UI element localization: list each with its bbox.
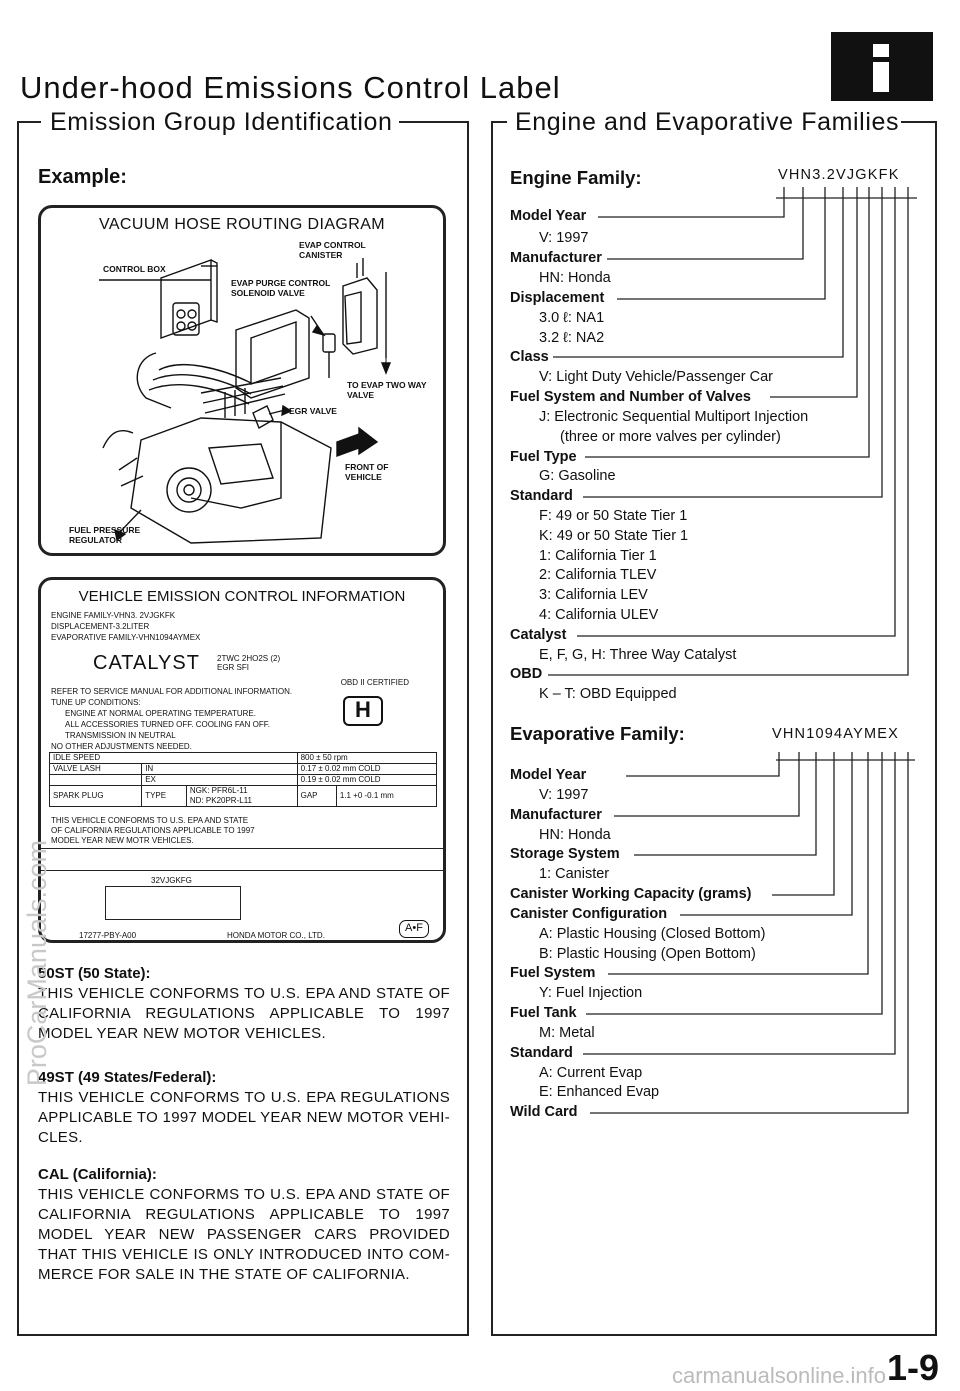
evap-family-code: VHN1094AYMEX — [772, 726, 899, 742]
eng-fuel-system: Fuel System and Number of Valves — [510, 389, 751, 405]
info-icon — [831, 32, 933, 101]
cert-49st: 49ST (49 States/Federal): THIS VEHICLE CONFORMS TO U.S. EPA REGULATIONS APPLICABLE TO 1997 MODEL YEAR NEW MOTOR VEHI-CLES. — [38, 1069, 450, 1146]
evap-config-a: A: Plastic Housing (Closed Bottom) — [539, 926, 766, 942]
eng-fuel-type: Fuel Type — [510, 449, 577, 465]
eng-catalyst-value: E, F, G, H: Three Way Catalyst — [539, 647, 737, 663]
page-number: 1-9 — [887, 1347, 940, 1388]
label-code: 32VJGKFG — [151, 876, 192, 885]
obd-certified: OBD II CERTIFIED — [340, 678, 409, 687]
eng-disp-2: 3.2 ℓ: NA2 — [539, 330, 605, 346]
evap-model-year: Model Year — [510, 767, 587, 783]
spec-table: IDLE SPEED 800 ± 50 rpm VALVE LASH IN 0.17 ± 0.02 mm COLD EX 0.19 ± 0.02 mm COLD SPARK PLUG TYPE NGK: PFR6L-11 ND: PK20PR-L11 GAP 1.1 +0 -0.1 mm — [49, 752, 437, 807]
evap-storage-value: 1: Canister — [539, 866, 610, 882]
tuneup-notes: REFER TO SERVICE MANUAL FOR ADDITIONAL INFORMATION. TUNE UP CONDITIONS: ENGINE AT NORMAL OPERATING TEMPERATURE. ALL ACCESSORIES TURNED OFF. COOLING FAN OFF. TRANSMISSION IN NEUTRAL NO OTHER ADJUSTMENTS NEEDED. — [51, 687, 293, 751]
evap-fuel-system-value: Y: Fuel Injection — [539, 985, 643, 1001]
example-label: Example: — [38, 166, 127, 188]
evap-standard: Standard — [510, 1045, 573, 1061]
evap-config-b: B: Plastic Housing (Open Bottom) — [539, 946, 756, 962]
evap-storage: Storage System — [510, 846, 620, 862]
catalyst-sub: 2TWC 2HO2S (2) EGR SFI — [217, 654, 281, 672]
evap-manufacturer: Manufacturer — [510, 807, 602, 823]
af-badge: A•F — [399, 920, 429, 938]
eng-manufacturer: Manufacturer — [510, 250, 602, 266]
evap-model-year-value: V: 1997 — [539, 787, 589, 803]
cert-50st: 50ST (50 State): THIS VEHICLE CONFORMS TO U.S. EPA AND STATE OF CALIFORNIA REGULATIONS APPLICABLE TO 1997 MODEL YEAR NEW MOTOR VEHICLES. — [38, 965, 450, 1042]
eng-displacement: Displacement — [510, 290, 605, 306]
vacuum-diagram-box — [38, 205, 446, 556]
evap-manufacturer-value: HN: Honda — [539, 827, 611, 843]
eng-std-2: K: 49 or 50 State Tier 1 — [539, 528, 689, 544]
evap-capacity: Canister Working Capacity (grams) — [510, 886, 752, 902]
left-section-title: Emission Group Identification — [50, 108, 393, 136]
cert-cal: CAL (California): THIS VEHICLE CONFORMS TO U.S. EPA AND STATE OF CALIFORNIA REGULATIONS APPLICABLE TO 1997 MODEL YEAR NEW PASSENGER CARS PROVIDED THAT THIS VEHICLE IS ONLY INTRODUCED INTO COM-MERCE FOR SALE IN THE STATE OF CALIFORNIA. — [38, 1166, 450, 1283]
honda-logo: H — [343, 696, 383, 726]
eng-class-value: V: Light Duty Vehicle/Passenger Car — [539, 369, 774, 385]
eng-obd-value: K – T: OBD Equipped — [539, 686, 677, 702]
eng-model-year: Model Year — [510, 208, 587, 224]
emission-info-box — [38, 577, 446, 943]
eng-std-1: F: 49 or 50 State Tier 1 — [539, 508, 688, 524]
evap-fuel-tank-value: M: Metal — [539, 1025, 595, 1041]
right-section-title: Engine and Evaporative Families — [515, 108, 900, 136]
evap-wild-card: Wild Card — [510, 1104, 578, 1120]
eng-catalyst: Catalyst — [510, 627, 567, 643]
evap-std-a: A: Current Evap — [539, 1065, 643, 1081]
maker-name: HONDA MOTOR CO., LTD. — [227, 931, 325, 940]
footer-watermark: carmanualsonline.info — [672, 1363, 887, 1388]
eng-standard: Standard — [510, 488, 573, 504]
fuel-regulator-label: FUEL PRESSURE REGULATOR — [69, 525, 141, 545]
eng-obd: OBD — [510, 666, 543, 682]
evap-std-e: E: Enhanced Evap — [539, 1084, 660, 1100]
egr-valve-label: EGR VALVE — [289, 406, 337, 416]
control-box-label: CONTROL BOX — [103, 264, 166, 274]
engine-family-heading: Engine Family: — [510, 167, 642, 188]
eng-manufacturer-value: HN: Honda — [539, 270, 611, 286]
eng-fuel-type-value: G: Gasoline — [539, 468, 616, 484]
eng-std-3: 1: California Tier 1 — [539, 548, 657, 564]
evap-family-heading: Evaporative Family: — [510, 723, 685, 744]
blank-field — [105, 886, 241, 920]
emission-title: VEHICLE EMISSION CONTROL INFORMATION — [78, 588, 406, 605]
eng-model-year-value: V: 1997 — [539, 230, 589, 246]
side-watermark: ProCarManuals.com — [22, 840, 52, 1087]
conform-note: THIS VEHICLE CONFORMS TO U.S. EPA AND STATE OF CALIFORNIA REGULATIONS APPLICABLE TO 1997 MODEL YEAR NEW MOTR VEHICLES. — [51, 816, 255, 845]
emission-family-lines: ENGINE FAMILY-VHN3. 2VJGKFK DISPLACEMENT-3.2LITER EVAPORATIVE FAMILY-VHN1094AYMEX — [51, 611, 201, 642]
page-title: Under-hood Emissions Control Label — [20, 70, 561, 105]
evap-fuel-system: Fuel System — [510, 965, 596, 981]
eng-class: Class — [510, 349, 549, 365]
eng-std-5: 3: California LEV — [539, 587, 648, 603]
purge-valve-label: EVAP PURGE CONTROL SOLENOID VALVE — [231, 278, 331, 298]
eng-std-6: 4: California ULEV — [539, 607, 659, 623]
eng-fuel-system-v1: J: Electronic Sequential Multiport Injection — [539, 409, 809, 425]
evap-canister-label: EVAP CONTROL CANISTER — [299, 240, 366, 260]
eng-std-4: 2: California TLEV — [539, 567, 657, 583]
part-number: 17277-PBY-A00 — [79, 931, 137, 940]
diagram-title: VACUUM HOSE ROUTING DIAGRAM — [98, 216, 386, 233]
engine-family-code: VHN3.2VJGKFK — [778, 167, 900, 183]
to-evap-label: TO EVAP TWO WAY VALVE — [347, 380, 427, 400]
evap-config: Canister Configuration — [510, 906, 668, 922]
eng-fuel-system-v2: (three or more valves per cylinder) — [560, 429, 781, 445]
front-of-vehicle-label: FRONT OF VEHICLE — [345, 462, 389, 482]
eng-disp-1: 3.0 ℓ: NA1 — [539, 310, 605, 326]
evap-fuel-tank: Fuel Tank — [510, 1005, 577, 1021]
catalyst-word: CATALYST — [93, 652, 200, 674]
